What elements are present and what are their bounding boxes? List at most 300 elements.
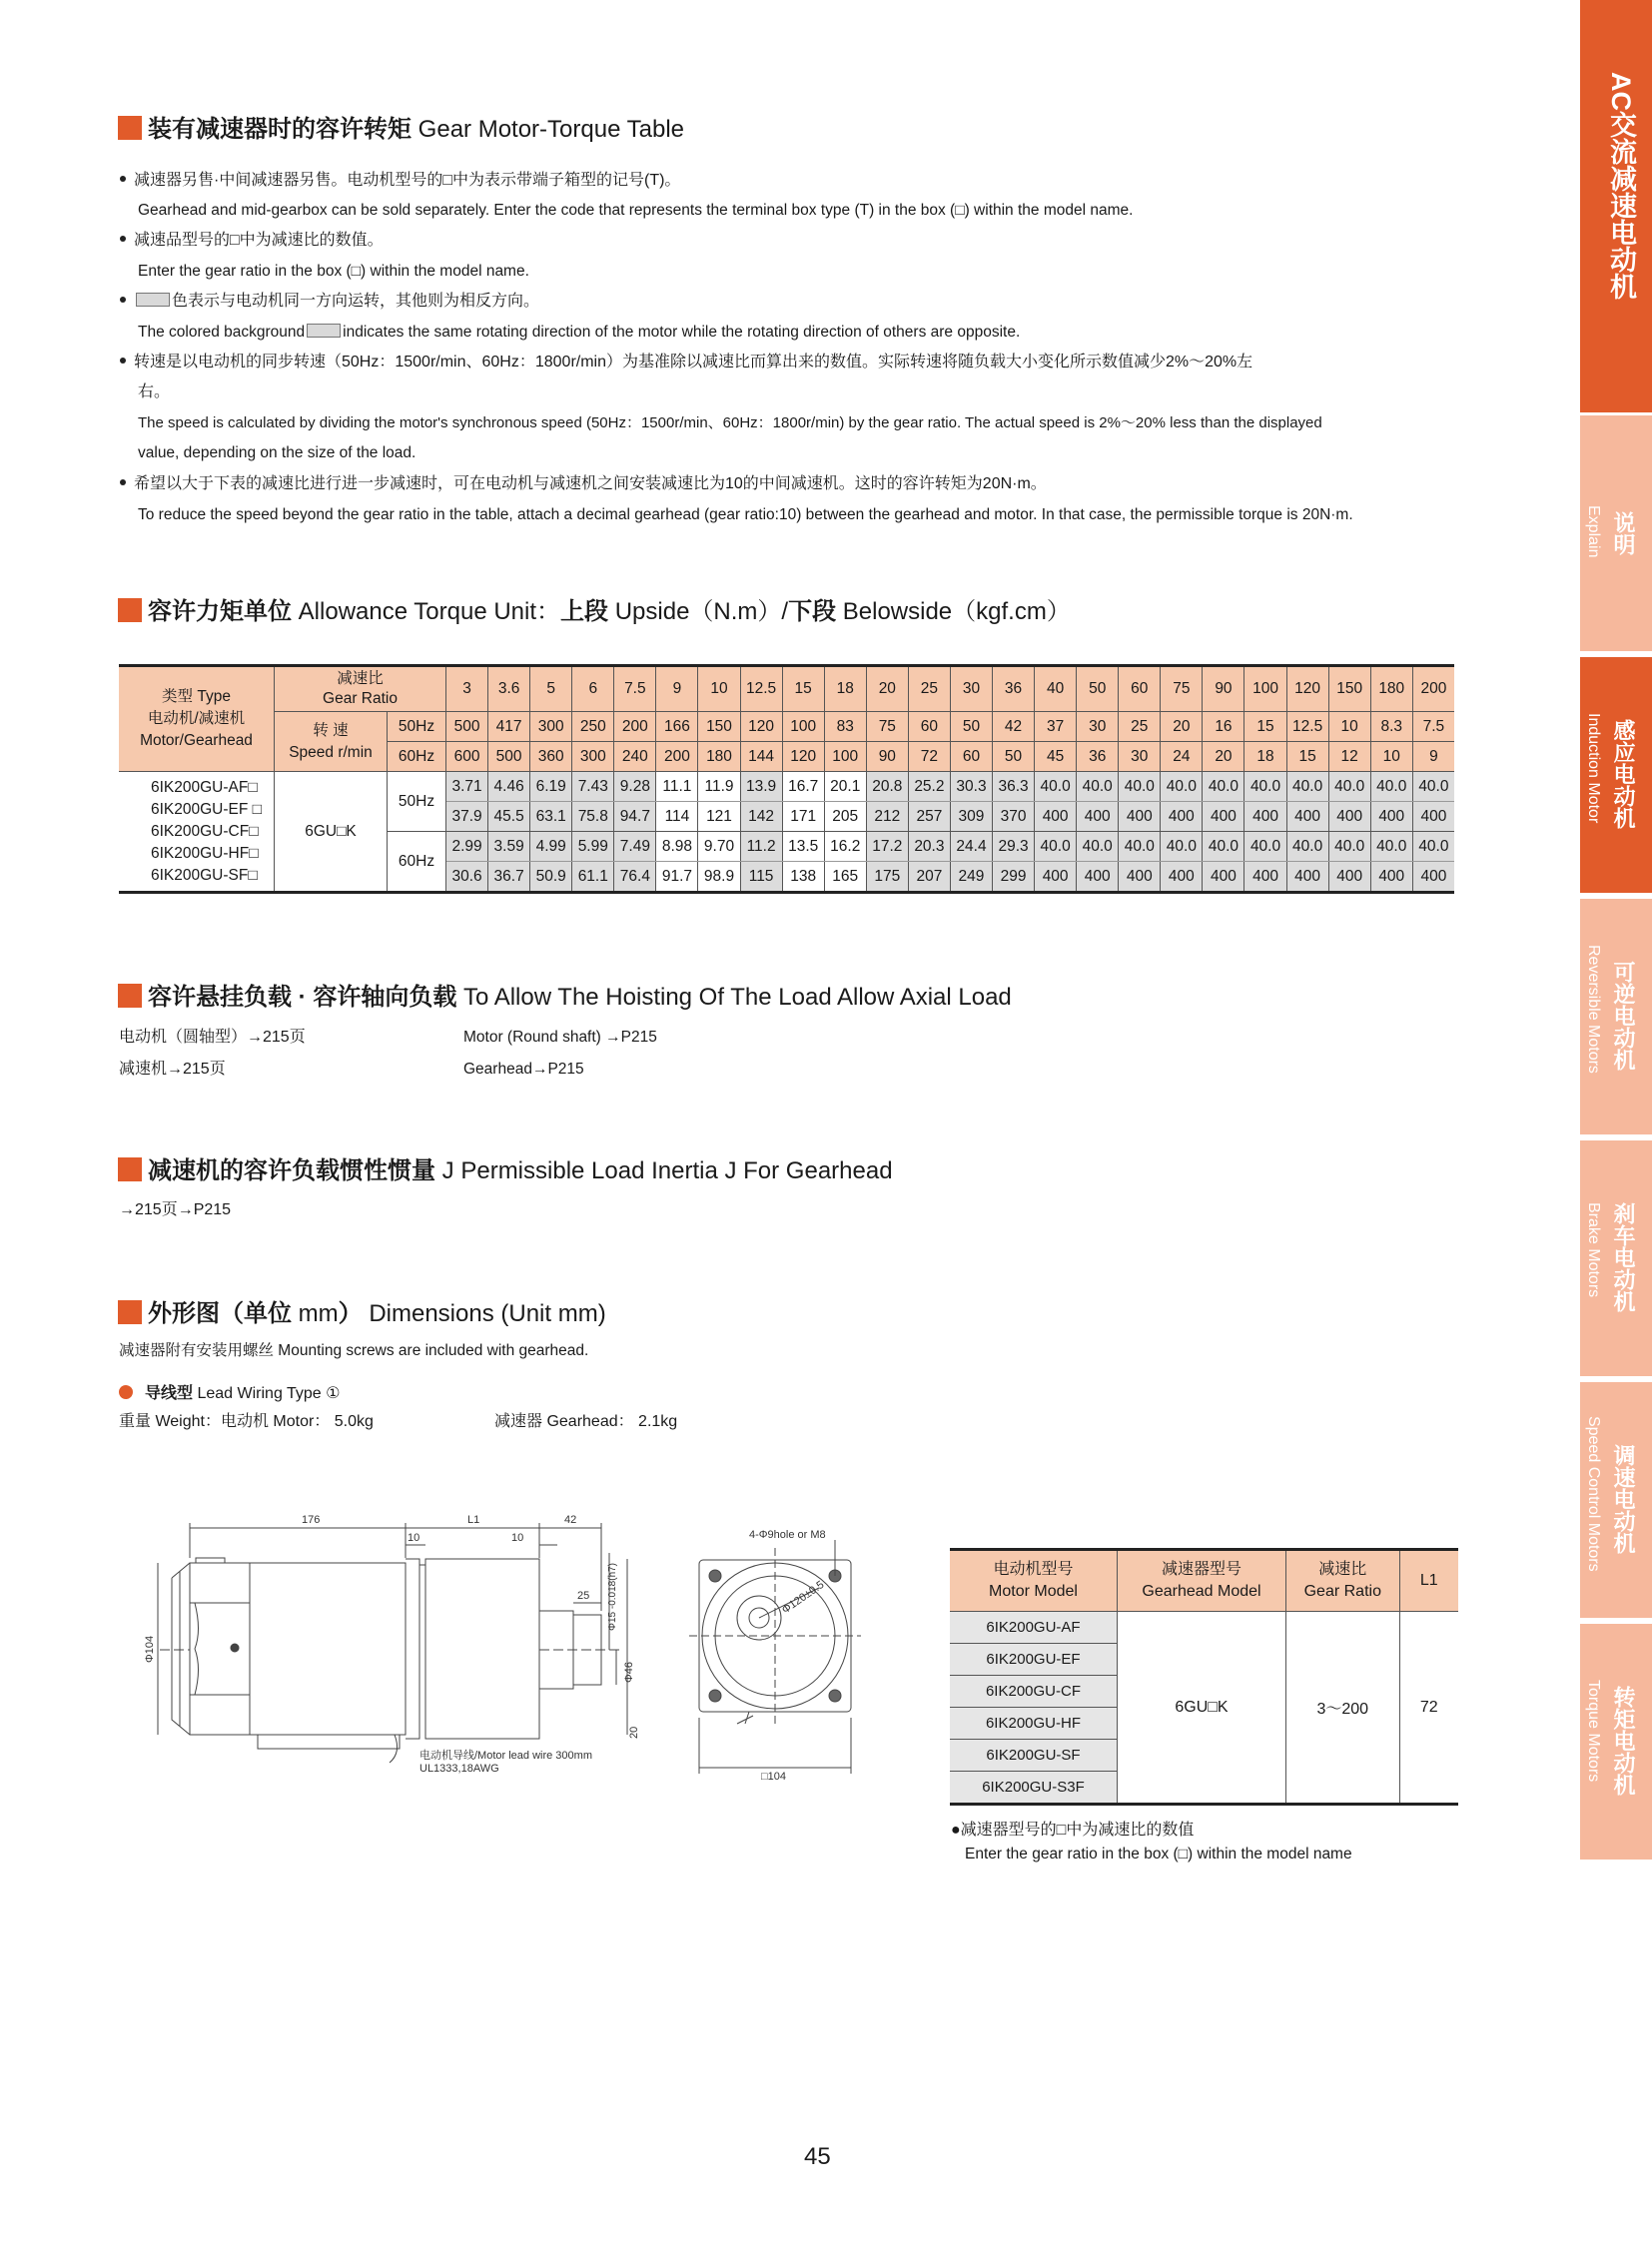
model-name: 6IK200GU-HF□ bbox=[151, 844, 259, 862]
model-cell: 6IK200GU-CF bbox=[950, 1676, 1117, 1708]
torque-cell: 400 bbox=[1161, 802, 1203, 832]
torque-cell: 11.1 bbox=[656, 772, 698, 802]
speed-cell: 200 bbox=[656, 742, 698, 772]
ratio-cell: 40 bbox=[1035, 666, 1077, 712]
load-gear-zh: 减速机→215页 bbox=[119, 1061, 226, 1078]
model-cell: 6IK200GU-HF bbox=[950, 1708, 1117, 1740]
speed-cell: 8.3 bbox=[1370, 712, 1412, 742]
load-gear-en: Gearhead→P215 bbox=[463, 1061, 584, 1078]
hz-label: 50Hz bbox=[388, 712, 446, 742]
ratio-cell: 180 bbox=[1370, 666, 1412, 712]
tab-label-en: Brake Motors bbox=[1585, 1202, 1602, 1298]
l1-cell: 72 bbox=[1399, 1612, 1458, 1805]
speed-cell: 10 bbox=[1328, 712, 1370, 742]
title-unit: mm bbox=[298, 1300, 339, 1327]
speed-cell: 20 bbox=[1203, 742, 1244, 772]
title-zh: 减速机的容许负载惯性惯量 bbox=[148, 1157, 435, 1184]
torque-cell: 40.0 bbox=[1203, 772, 1244, 802]
note-5-en: To reduce the speed beyond the gear ratio in the table, attach a decimal gearhead (gear ratio:10) between the gearhead and motor. In that case, the permissible torque is 20N·m. bbox=[138, 506, 1353, 523]
speed-cell: 16 bbox=[1203, 712, 1244, 742]
torque-cell: 175 bbox=[866, 862, 908, 893]
torque-cell: 37.9 bbox=[446, 802, 488, 832]
torque-cell: 142 bbox=[740, 802, 782, 832]
note-text: 减速器另售·中间减速器另售。电动机型号的□中为表示带端子箱型的记号(T)。 bbox=[134, 172, 681, 189]
wiring-type bbox=[119, 1383, 340, 1405]
speed-cell: 18 bbox=[1244, 742, 1286, 772]
speed-en: Speed r/min bbox=[289, 743, 373, 761]
ratio-cell: 30 bbox=[950, 666, 992, 712]
speed-cell: 50 bbox=[993, 742, 1035, 772]
side-view-drawing bbox=[144, 1503, 649, 1788]
model-note-en: Enter the gear ratio in the box (□) within the model name bbox=[965, 1846, 1352, 1863]
tab-brake-motors[interactable] bbox=[1580, 1140, 1652, 1376]
section-title-unit bbox=[118, 597, 1071, 627]
dim-10a: 10 bbox=[408, 1532, 420, 1544]
dim-176: 176 bbox=[302, 1514, 321, 1526]
weight-motor: 重量 Weight：电动机 Motor： 5.0kg bbox=[119, 1413, 374, 1430]
tab-label-en: Speed Control Motors bbox=[1585, 1416, 1602, 1572]
tab-explain[interactable] bbox=[1580, 415, 1652, 651]
torque-cell: 40.0 bbox=[1244, 832, 1286, 862]
torque-cell: 9.28 bbox=[614, 772, 656, 802]
load-motor-zh: 电动机（圆轴型）→215页 bbox=[119, 1029, 306, 1046]
ratio-cell: 36 bbox=[993, 666, 1035, 712]
tab-label-zh: 可逆电动机 bbox=[1611, 961, 1636, 1071]
speed-cell: 24 bbox=[1161, 742, 1203, 772]
note-4-en: The speed is calculated by dividing the motor's synchronous speed (50Hz：1500r/min、60Hz：1800r/min) by the gear ratio. The actual speed is 2%～20% less than the displayed bbox=[138, 414, 1322, 431]
model-header-ratio bbox=[1285, 1550, 1399, 1612]
dim-holes: 4-Φ9hole or M8 bbox=[749, 1529, 826, 1541]
speed-zh: 转 速 bbox=[313, 721, 349, 739]
torque-cell: 114 bbox=[656, 802, 698, 832]
torque-cell: 91.7 bbox=[656, 862, 698, 893]
torque-cell: 40.0 bbox=[1035, 832, 1077, 862]
speed-cell: 300 bbox=[572, 742, 614, 772]
note-2-en: Enter the gear ratio in the box (□) within the model name. bbox=[138, 263, 529, 280]
torque-cell: 11.2 bbox=[740, 832, 782, 862]
torque-cell: 40.0 bbox=[1370, 832, 1412, 862]
torque-cell: 3.59 bbox=[488, 832, 530, 862]
model-name: 6IK200GU-AF□ bbox=[151, 778, 258, 796]
wiring-zh: 导线型 bbox=[145, 1385, 194, 1402]
torque-cell: 13.5 bbox=[782, 832, 824, 862]
model-name: 6IK200GU-CF□ bbox=[151, 822, 259, 840]
type-label: 类型 Type bbox=[162, 688, 231, 705]
speed-cell: 36 bbox=[1077, 742, 1119, 772]
torque-cell: 400 bbox=[1412, 802, 1454, 832]
torque-cell: 40.0 bbox=[1328, 772, 1370, 802]
motor-gear-zh: 电动机/减速机 bbox=[147, 710, 246, 727]
torque-cell: 36.7 bbox=[488, 862, 530, 893]
torque-cell: 6.19 bbox=[530, 772, 572, 802]
torque-cell: 20.8 bbox=[866, 772, 908, 802]
hz-label: 60Hz bbox=[388, 832, 446, 893]
note-3-zh bbox=[120, 291, 539, 313]
title-up-en: Upside（N.m）/ bbox=[614, 598, 789, 625]
torque-cell: 400 bbox=[1370, 802, 1412, 832]
torque-cell: 40.0 bbox=[1077, 772, 1119, 802]
dim-sq104: □104 bbox=[761, 1771, 786, 1783]
ratio-cell: 50 bbox=[1077, 666, 1119, 712]
torque-cell: 29.3 bbox=[993, 832, 1035, 862]
speed-cell: 30 bbox=[1119, 742, 1161, 772]
speed-cell: 300 bbox=[530, 712, 572, 742]
torque-cell: 40.0 bbox=[1119, 832, 1161, 862]
ratio-row bbox=[119, 666, 1454, 712]
header-en: Motor Model bbox=[989, 1583, 1078, 1600]
dim-phi46: Φ46 bbox=[623, 1661, 635, 1683]
torque-cell: 400 bbox=[1244, 862, 1286, 893]
speed-cell: 60 bbox=[950, 742, 992, 772]
torque-cell: 40.0 bbox=[1286, 772, 1328, 802]
speed-cell: 120 bbox=[740, 712, 782, 742]
model-cell: 6IK200GU-SF bbox=[950, 1740, 1117, 1772]
note-5-zh bbox=[120, 473, 1047, 495]
bullet-icon bbox=[120, 358, 126, 364]
torque-cell: 400 bbox=[1286, 862, 1328, 893]
torque-cell: 4.99 bbox=[530, 832, 572, 862]
note-1-en: Gearhead and mid-gearbox can be sold separately. Enter the code that represents the terminal box type (T) in the box (□) within the model name. bbox=[138, 202, 1134, 219]
torque-cell: 7.49 bbox=[614, 832, 656, 862]
square-bullet-icon bbox=[118, 984, 142, 1008]
torque-cell: 249 bbox=[950, 862, 992, 893]
torque-cell: 400 bbox=[1328, 862, 1370, 893]
front-view-drawing bbox=[679, 1528, 889, 1788]
ratio-cell: 3～200 bbox=[1285, 1612, 1399, 1805]
torque-cell: 17.2 bbox=[866, 832, 908, 862]
torque-cell: 400 bbox=[1286, 802, 1328, 832]
torque-cell: 400 bbox=[1035, 802, 1077, 832]
ratio-en: Gear Ratio bbox=[323, 690, 398, 707]
model-header-l1: L1 bbox=[1399, 1550, 1458, 1612]
title-en: J Permissible Load Inertia J For Gearhead bbox=[441, 1157, 893, 1184]
ratio-cell: 90 bbox=[1203, 666, 1244, 712]
note-text: 色表示与电动机同一方向运转，其他则为相反方向。 bbox=[172, 293, 540, 310]
weight-gearhead: 减速器 Gearhead： 2.1kg bbox=[494, 1413, 678, 1430]
speed-cell: 240 bbox=[614, 742, 656, 772]
torque-cell: 11.9 bbox=[698, 772, 740, 802]
speed-cell: 30 bbox=[1077, 712, 1119, 742]
header-en: Gear Ratio bbox=[1303, 1583, 1381, 1600]
torque-cell: 9.70 bbox=[698, 832, 740, 862]
tab-label-en: Induction Motor bbox=[1585, 713, 1602, 824]
torque-cell: 45.5 bbox=[488, 802, 530, 832]
section-title-inertia bbox=[118, 1156, 893, 1186]
type-header bbox=[119, 666, 275, 772]
speed-header bbox=[275, 712, 388, 772]
speed-cell: 12.5 bbox=[1286, 712, 1328, 742]
ratio-cell: 15 bbox=[782, 666, 824, 712]
torque-cell: 400 bbox=[1203, 802, 1244, 832]
tab-ac-motor[interactable] bbox=[1580, 0, 1652, 412]
torque-cell: 309 bbox=[950, 802, 992, 832]
speed-cell: 144 bbox=[740, 742, 782, 772]
torque-cell: 25.2 bbox=[908, 772, 950, 802]
section-title-load bbox=[118, 983, 1012, 1013]
title-en: To Allow The Hoisting Of The Load Allow Axial Load bbox=[463, 984, 1012, 1011]
hz-label: 60Hz bbox=[388, 742, 446, 772]
note-4-zh-cont: 右。 bbox=[138, 383, 171, 400]
wire-label-2: UL1333,18AWG bbox=[419, 1763, 499, 1775]
header-zh: 电动机型号 bbox=[993, 1561, 1074, 1578]
inertia-ref: →215页→P215 bbox=[119, 1201, 232, 1218]
note-3-en bbox=[138, 322, 1020, 344]
tab-label-en: Explain bbox=[1585, 505, 1602, 558]
speed-cell: 500 bbox=[488, 742, 530, 772]
title-up-zh: 上段 bbox=[560, 598, 609, 625]
torque-cell: 40.0 bbox=[1077, 832, 1119, 862]
square-bullet-icon bbox=[118, 116, 142, 140]
torque-cell: 165 bbox=[824, 862, 866, 893]
bullet-icon bbox=[120, 236, 126, 242]
torque-cell: 171 bbox=[782, 802, 824, 832]
note-text: 转速是以电动机的同步转速（50Hz：1500r/min、60Hz：1800r/min）为基准除以减速比而算出来的数值。实际转速将随负载大小变化所示数值减少2%～20%左 bbox=[134, 354, 1253, 371]
ratio-zh: 减速比 bbox=[337, 670, 384, 687]
speed-cell: 12 bbox=[1328, 742, 1370, 772]
torque-cell: 20.3 bbox=[908, 832, 950, 862]
ratio-cell: 10 bbox=[698, 666, 740, 712]
screws-note: 减速器附有安装用螺丝 Mounting screws are included with gearhead. bbox=[119, 1342, 589, 1359]
speed-cell: 75 bbox=[866, 712, 908, 742]
torque-cell: 400 bbox=[1370, 862, 1412, 893]
torque-cell: 205 bbox=[824, 802, 866, 832]
title-zh: 容许悬挂负载 · 容许轴向负载 bbox=[148, 984, 457, 1011]
bullet-icon bbox=[120, 176, 126, 182]
note-text: 希望以大于下表的减速比进行进一步减速时，可在电动机与减速机之间安装减速比为10的中间减速机。这时的容许转矩为20N·m。 bbox=[134, 475, 1047, 492]
speed-cell: 250 bbox=[572, 712, 614, 742]
torque-cell: 40.0 bbox=[1119, 772, 1161, 802]
square-bullet-icon bbox=[118, 1300, 142, 1324]
torque-table bbox=[119, 664, 1454, 894]
speed-cell: 120 bbox=[782, 742, 824, 772]
square-bullet-icon bbox=[118, 1157, 142, 1181]
torque-cell: 40.0 bbox=[1161, 772, 1203, 802]
torque-cell: 36.3 bbox=[993, 772, 1035, 802]
tab-induction-motor[interactable] bbox=[1580, 657, 1652, 893]
torque-cell: 212 bbox=[866, 802, 908, 832]
header-en: Gearhead Model bbox=[1142, 1583, 1261, 1600]
torque-cell: 400 bbox=[1077, 862, 1119, 893]
motor-gear-en: Motor/Gearhead bbox=[140, 732, 253, 749]
speed-cell: 417 bbox=[488, 712, 530, 742]
speed-cell: 25 bbox=[1119, 712, 1161, 742]
tab-label-zh: 转矩电动机 bbox=[1611, 1686, 1636, 1796]
tab-label-en: Torque Motors bbox=[1585, 1680, 1602, 1783]
ratio-cell: 75 bbox=[1161, 666, 1203, 712]
ratio-cell: 200 bbox=[1412, 666, 1454, 712]
page-number: 45 bbox=[804, 2143, 831, 2170]
section-title-torque-table bbox=[118, 115, 684, 145]
load-motor-en: Motor (Round shaft) →P215 bbox=[463, 1029, 657, 1046]
model-header-motor bbox=[950, 1550, 1117, 1612]
speed-cell: 200 bbox=[614, 712, 656, 742]
torque-cell: 138 bbox=[782, 862, 824, 893]
torque-cell: 5.99 bbox=[572, 832, 614, 862]
ratio-cell: 7.5 bbox=[614, 666, 656, 712]
note-text: The colored background bbox=[138, 324, 306, 341]
title-zh: 装有减速器时的容许转矩 bbox=[148, 116, 412, 143]
torque-cell: 24.4 bbox=[950, 832, 992, 862]
torque-cell: 76.4 bbox=[614, 862, 656, 893]
ratio-cell: 100 bbox=[1244, 666, 1286, 712]
torque-cell: 16.2 bbox=[824, 832, 866, 862]
speed-cell: 50 bbox=[950, 712, 992, 742]
ratio-cell: 6 bbox=[572, 666, 614, 712]
torque-cell: 30.3 bbox=[950, 772, 992, 802]
speed-cell: 100 bbox=[824, 742, 866, 772]
torque-cell: 40.0 bbox=[1412, 772, 1454, 802]
tab-label-zh: 刹车电动机 bbox=[1611, 1202, 1636, 1312]
gearhead-cell: 6GU□K bbox=[275, 772, 388, 893]
wiring-en: Lead Wiring Type ① bbox=[197, 1385, 341, 1402]
tab-label-zh: 调速电动机 bbox=[1611, 1444, 1636, 1554]
torque-cell: 115 bbox=[740, 862, 782, 893]
speed-cell: 37 bbox=[1035, 712, 1077, 742]
speed-cell: 360 bbox=[530, 742, 572, 772]
torque-cell: 13.9 bbox=[740, 772, 782, 802]
torque-cell: 400 bbox=[1203, 862, 1244, 893]
dim-10b: 10 bbox=[511, 1532, 524, 1544]
model-header-gearhead bbox=[1117, 1550, 1285, 1612]
model-cell: 6IK200GU-AF bbox=[950, 1612, 1117, 1644]
torque-cell: 4.46 bbox=[488, 772, 530, 802]
speed-cell: 600 bbox=[446, 742, 488, 772]
speed-cell: 83 bbox=[824, 712, 866, 742]
speed-cell: 500 bbox=[446, 712, 488, 742]
dim-pcd: Φ120±0.5 bbox=[779, 1578, 827, 1617]
torque-row bbox=[119, 772, 1454, 802]
speed-cell: 72 bbox=[908, 742, 950, 772]
dim-phi104: Φ104 bbox=[144, 1635, 156, 1663]
speed-cell: 150 bbox=[698, 712, 740, 742]
note-4-zh bbox=[120, 352, 1252, 374]
note-2-zh bbox=[120, 230, 384, 252]
speed-cell: 60 bbox=[908, 712, 950, 742]
tab-label-zh: 说明 bbox=[1611, 511, 1636, 555]
torque-cell: 8.98 bbox=[656, 832, 698, 862]
torque-cell: 16.7 bbox=[782, 772, 824, 802]
ratio-cell: 12.5 bbox=[740, 666, 782, 712]
torque-cell: 61.1 bbox=[572, 862, 614, 893]
torque-cell: 257 bbox=[908, 802, 950, 832]
bullet-icon bbox=[120, 297, 126, 303]
square-bullet-icon bbox=[118, 598, 142, 622]
header-zh: 减速器型号 bbox=[1161, 1561, 1241, 1578]
wire-label-1: 电动机导线/Motor lead wire 300mm bbox=[419, 1750, 592, 1762]
torque-cell: 94.7 bbox=[614, 802, 656, 832]
torque-cell: 121 bbox=[698, 802, 740, 832]
title-down-zh: 下段 bbox=[788, 598, 837, 625]
ratio-cell: 5 bbox=[530, 666, 572, 712]
model-cell: 6IK200GU-S3F bbox=[950, 1772, 1117, 1805]
torque-cell: 299 bbox=[993, 862, 1035, 893]
torque-cell: 7.43 bbox=[572, 772, 614, 802]
torque-cell: 63.1 bbox=[530, 802, 572, 832]
header-zh: 减速比 bbox=[1318, 1561, 1367, 1578]
torque-cell: 370 bbox=[993, 802, 1035, 832]
speed-cell: 10 bbox=[1370, 742, 1412, 772]
model-name: 6IK200GU-EF □ bbox=[151, 800, 263, 818]
speed50-row bbox=[119, 712, 1454, 742]
speed-cell: 45 bbox=[1035, 742, 1077, 772]
note-text: 减速品型号的□中为减速比的数值。 bbox=[134, 232, 384, 249]
model-name: 6IK200GU-SF□ bbox=[151, 866, 258, 884]
note-1-zh bbox=[120, 170, 680, 192]
torque-cell: 30.6 bbox=[446, 862, 488, 893]
torque-cell: 40.0 bbox=[1370, 772, 1412, 802]
dim-25: 25 bbox=[577, 1590, 590, 1602]
ratio-cell: 3 bbox=[446, 666, 488, 712]
tab-label-zh: 感应电动机 bbox=[1611, 719, 1636, 829]
torque-cell: 400 bbox=[1161, 862, 1203, 893]
gearhead-cell: 6GU□K bbox=[1117, 1612, 1285, 1805]
title-zh2: ） bbox=[338, 1300, 363, 1327]
dim-L1: L1 bbox=[467, 1514, 480, 1526]
ratio-cell: 3.6 bbox=[488, 666, 530, 712]
torque-cell: 98.9 bbox=[698, 862, 740, 893]
torque-cell: 3.71 bbox=[446, 772, 488, 802]
note-text: indicates the same rotating direction of the motor while the rotating direction of others are opposite. bbox=[343, 324, 1021, 341]
torque-cell: 400 bbox=[1119, 802, 1161, 832]
bullet-icon bbox=[120, 479, 126, 485]
speed-cell: 7.5 bbox=[1412, 712, 1454, 742]
model-cell: 6IK200GU-EF bbox=[950, 1644, 1117, 1676]
speed-cell: 15 bbox=[1244, 712, 1286, 742]
torque-cell: 207 bbox=[908, 862, 950, 893]
torque-cell: 400 bbox=[1412, 862, 1454, 893]
speed-cell: 90 bbox=[866, 742, 908, 772]
tab-label-en: Reversible Motors bbox=[1585, 945, 1602, 1074]
title-en: Gear Motor-Torque Table bbox=[417, 116, 685, 143]
torque-cell: 40.0 bbox=[1286, 832, 1328, 862]
speed-cell: 15 bbox=[1286, 742, 1328, 772]
ratio-cell: 25 bbox=[908, 666, 950, 712]
speed-cell: 9 bbox=[1412, 742, 1454, 772]
tab-torque-motors[interactable] bbox=[1580, 1624, 1652, 1860]
model-list bbox=[119, 772, 275, 893]
ratio-cell: 18 bbox=[824, 666, 866, 712]
torque-cell: 400 bbox=[1244, 802, 1286, 832]
title-zh: 容许力矩单位 bbox=[148, 598, 292, 625]
dim-20: 20 bbox=[628, 1726, 640, 1739]
ratio-cell: 150 bbox=[1328, 666, 1370, 712]
tab-reversible-motors[interactable] bbox=[1580, 899, 1652, 1134]
model-table bbox=[950, 1548, 1458, 1806]
title-en: Dimensions (Unit mm) bbox=[369, 1300, 606, 1327]
colored-background-swatch bbox=[136, 293, 170, 307]
torque-cell: 20.1 bbox=[824, 772, 866, 802]
torque-cell: 40.0 bbox=[1161, 832, 1203, 862]
title-en: Allowance Torque Unit： bbox=[298, 598, 561, 625]
torque-cell: 40.0 bbox=[1203, 832, 1244, 862]
dim-phi15: Φ15 -0.018(h7) bbox=[607, 1562, 618, 1631]
title-down-en: Belowside（kgf.cm） bbox=[842, 598, 1071, 625]
circle-bullet-icon bbox=[119, 1385, 133, 1399]
dim-42: 42 bbox=[564, 1514, 577, 1526]
torque-cell: 40.0 bbox=[1412, 832, 1454, 862]
speed-cell: 42 bbox=[993, 712, 1035, 742]
speed-cell: 20 bbox=[1161, 712, 1203, 742]
torque-cell: 400 bbox=[1035, 862, 1077, 893]
speed-cell: 100 bbox=[782, 712, 824, 742]
model-note-zh: ●减速器型号的□中为减速比的数值 bbox=[951, 1822, 1195, 1839]
torque-cell: 40.0 bbox=[1035, 772, 1077, 802]
torque-cell: 50.9 bbox=[530, 862, 572, 893]
torque-cell: 75.8 bbox=[572, 802, 614, 832]
torque-cell: 2.99 bbox=[446, 832, 488, 862]
torque-cell: 40.0 bbox=[1244, 772, 1286, 802]
tab-speed-control-motors[interactable] bbox=[1580, 1382, 1652, 1618]
